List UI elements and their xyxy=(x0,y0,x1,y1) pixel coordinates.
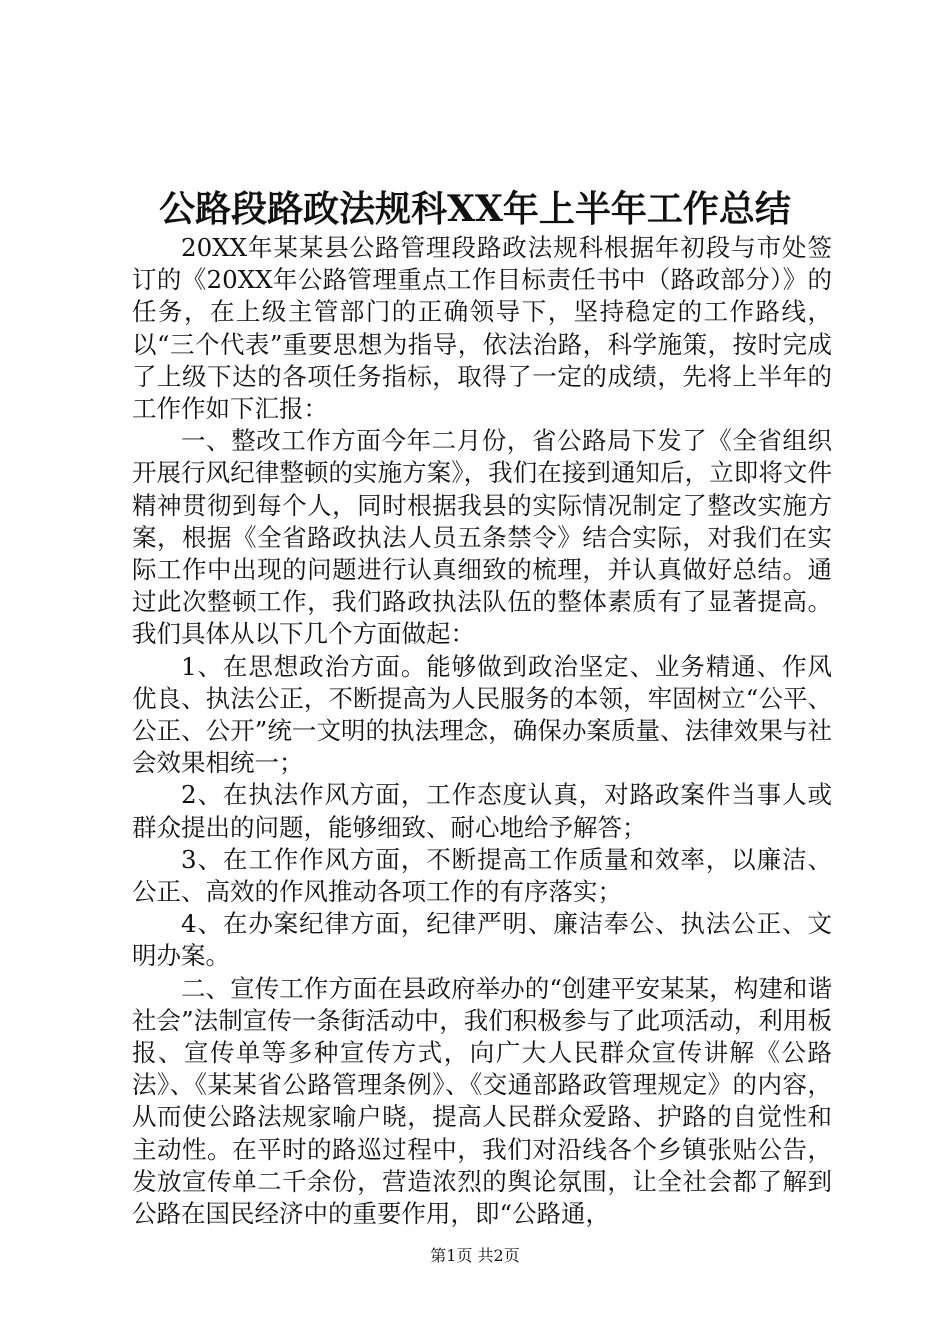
paragraph-section-1: 一、整改工作方面今年二月份，省公路局下发了《全省组织开展行风纪律整顿的实施方案》，我们在接到通知后，立即将文件精神贯彻到每个人，同时根据我县的实际情况制定了整改实施方案，根据《全省路政执法人员五条禁令》结合实际，对我们在实际工作中出现的问题进行认真细致的梳理，并认真做好总结。通过此次整顿工作，我们路政执法队伍的整体素质有了显著提高。我们具体从以下几个方面做起： xyxy=(132,426,832,649)
document-title: 公路段路政法规科XX年上半年工作总结 xyxy=(159,188,791,230)
document-body xyxy=(132,232,832,1230)
paragraph-item-3: 3、在工作作风方面，不断提高工作质量和效率，以廉洁、公正、高效的作风推动各项工作的有序落实； xyxy=(132,844,832,907)
paragraph-section-2: 二、宣传工作方面在县政府举办的“创建平安某某，构建和谐社会”法制宣传一条街活动中，我们积极参与了此项活动，利用板报、宣传单等多种宣传方式，向广大人民群众宣传讲解《公路法》、《某某省公路管理条例》、《交通部路政管理规定》的内容，从而使公路法规家喻户晓，提高人民群众爱路、护路的自觉性和主动性。在平时的路巡过程中，我们对沿线各个乡镇张贴公告，发放宣传单二千余份，营造浓烈的舆论氛围，让全社会都了解到公路在国民经济中的重要作用，即“公路通， xyxy=(132,973,832,1229)
paragraph-item-1: 1、在思想政治方面。能够做到政治坚定、业务精通、作风优良、执法公正，不断提高为人民服务的本领，牢固树立“公平、公正、公开”统一文明的执法理念，确保办案质量、法律效果与社会效果相统一； xyxy=(132,651,832,778)
paragraph-intro: 20XX年某某县公路管理段路政法规科根据年初段与市处签订的《20XX年公路管理重点工作目标责任书中（路政部分）》的任务，在上级主管部门的正确领导下，坚持稳定的工作路线，以“三个代表”重要思想为指导，依法治路，科学施策，按时完成了上级下达的各项任务指标，取得了一定的成绩，先将上半年的工作作如下汇报： xyxy=(132,233,832,424)
paragraph-item-4: 4、在办案纪律方面，纪律严明、廉洁奉公、执法公正、文明办案。 xyxy=(132,909,832,971)
paragraph-item-2: 2、在执法作风方面，工作态度认真，对路政案件当事人或群众提出的问题，能够细致、耐心地给予解答； xyxy=(132,780,832,842)
page-footer: 第1页 共2页 xyxy=(430,1246,520,1265)
